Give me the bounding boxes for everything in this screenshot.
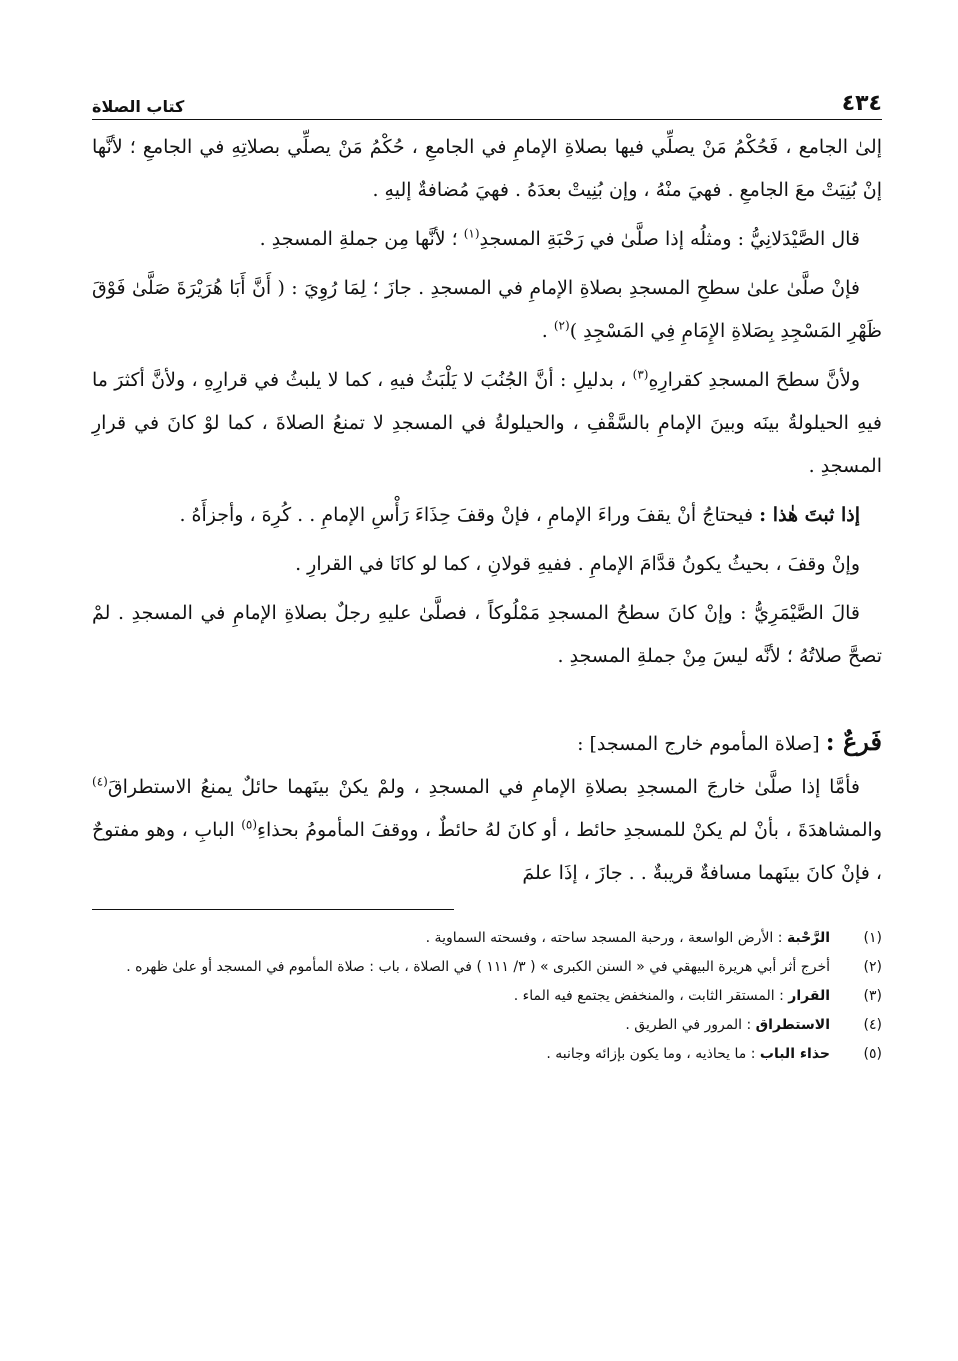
footnote-3: (٣) القرار : المستقر الثابت ، والمنخفض يجتمع فيه الماء .	[513, 988, 882, 1004]
footnote-separator	[92, 909, 454, 910]
footnote-4: (٤) الاستطراق : المرور في الطريق .	[625, 1017, 882, 1033]
footnote-ref-1[interactable]: (١)	[463, 226, 480, 241]
paragraph-6: وإنْ وقفَ ، بحيثُ يكونُ قدَّامَ الإمامِ . ففيهِ قولانِ ، كما لو كانَا في القرارِ .	[295, 553, 860, 575]
paragraph-3: فإنْ صلَّىٰ علىٰ سطحِ المسجدِ بصلاةِ الإمامِ في المسجدِ . جازَ ؛ لِمَا رُوِيَ : ( أَنَّ أَبَا هُرَيْرَةَ صَلَّىٰ فَوْقَ ظَهْرِ المَسْجِدِ بِصَلاةِ الإِمَامِ فِي المَسْجِدِ )$^{(٢)}$ .	[92, 277, 882, 342]
paragraph-2: قال الصَّيْدَلانِيُّ : ومثلُه إذا صلَّىٰ في رَحْبَةِ المسجدِ$^{(١)}$ ؛ لأنَّها مِن جملةِ المسجدِ .	[259, 226, 860, 250]
branch-heading	[92, 720, 882, 766]
footnote-ref-5[interactable]: (٥)	[241, 817, 258, 832]
main-text	[92, 126, 882, 895]
section-lead: إذا ثبتَ هٰذا :	[759, 504, 860, 526]
branch-label: فَرعٌ :	[825, 727, 882, 756]
footnote-2: (٢) أخرج أثر أبي هريرة البيهقي في « السنن الكبرى » ( ٣/ ١١١ ) في الصلاة ، باب : صلاة المأموم في المسجد أو علىٰ ظهره .	[126, 959, 882, 975]
footnote-ref-3[interactable]: (٣)	[632, 367, 649, 382]
running-header	[92, 78, 882, 120]
footnotes	[92, 924, 882, 1069]
paragraph-4: ولأنَّ سطحَ المسجدِ كقرارِهِ$^{(٣)}$ ، بدليلِ : أنَّ الجُنُبَ لا يَلْبَثُ فيهِ ، كما لا يلبثُ في قرارِهِ ، ولأنَّ أكثرَ ما فيهِ الحيلولةُ بينَه وبينَ الإمامِ بالسَّقْفِ ، والحيلولةُ في المسجدِ لا تمنعُ الصلاةَ ، كما لوْ كانَ في قرارِ المسجدِ .	[92, 367, 882, 477]
paragraph-5: إذا ثبتَ هٰذا : فيحتاجُ أنْ يقفَ وراءَ الإمامِ ، فإنْ وقفَ حِذَاءَ رَأْسِ الإمامِ . . كُرِهَ ، وأجزأَهُ .	[179, 504, 860, 526]
book-title: كتاب الصلاة	[92, 97, 185, 116]
paragraph-1: إلىٰ الجامع ، فَحُكْمُ مَنْ يصلِّي فيها بصلاةِ الإمامِ في الجامعِ ، حُكْمُ مَنْ يصلِّي بصلاتِهِ في الجامعِ ؛ لأنَّها إنْ بُنِيَتْ معَ الجامعِ . فهيَ منْهُ ، وإن بُنِيتْ بعدَهُ . فهيَ مُضافةٌ إليهِ .	[92, 136, 882, 201]
page	[92, 78, 882, 1069]
paragraph-8: فأمَّا إذا صلَّىٰ خارجَ المسجدِ بصلاةِ الإمامِ في المسجدِ ، ولمْ يكنْ بينَهما حائلٌ يمنعُ الاستطراقَ$^{(٤)}$ والمشاهدَةَ ، بأنْ لم يكنْ للمسجدِ حائط ، أو كانَ لهُ حائطٌ ، ووقفَ المأمومُ بحذاءِ$^{(٥)}$ البابِ ، وهو مفتوحٌ ، فإنْ كانَ بينَهما مسافةٌ قريبةٌ . . جازَ ، إذَا علمَ	[92, 774, 882, 884]
paragraph-7: قالَ الصَّيْمَرِيُّ : وإنْ كانَ سطحُ المسجدِ مَمْلُوكاً ، فصلَّىٰ عليهِ رجلٌ بصلاةِ الإمامِ في المسجدِ . لمْ تصحَّ صلاتُهُ ؛ لأنَّه ليسَ مِنْ جملةِ المسجدِ .	[92, 602, 882, 667]
branch-title: [صلاة المأموم خارج المسجد] :	[577, 733, 826, 755]
footnote-1: (١) الرَّحْبة : الأرض الواسعة ، ورحبة المسجد ساحته ، وفسحته السماوية .	[425, 930, 882, 946]
footnote-5: (٥) حذاء الباب : ما يحاذيه ، وما يكون بإزائه وجانبه .	[546, 1046, 882, 1062]
footnote-ref-2[interactable]: (٢)	[553, 318, 570, 333]
footnote-ref-4[interactable]: (٤)	[92, 774, 108, 789]
page-number: ٤٣٤	[841, 91, 882, 116]
